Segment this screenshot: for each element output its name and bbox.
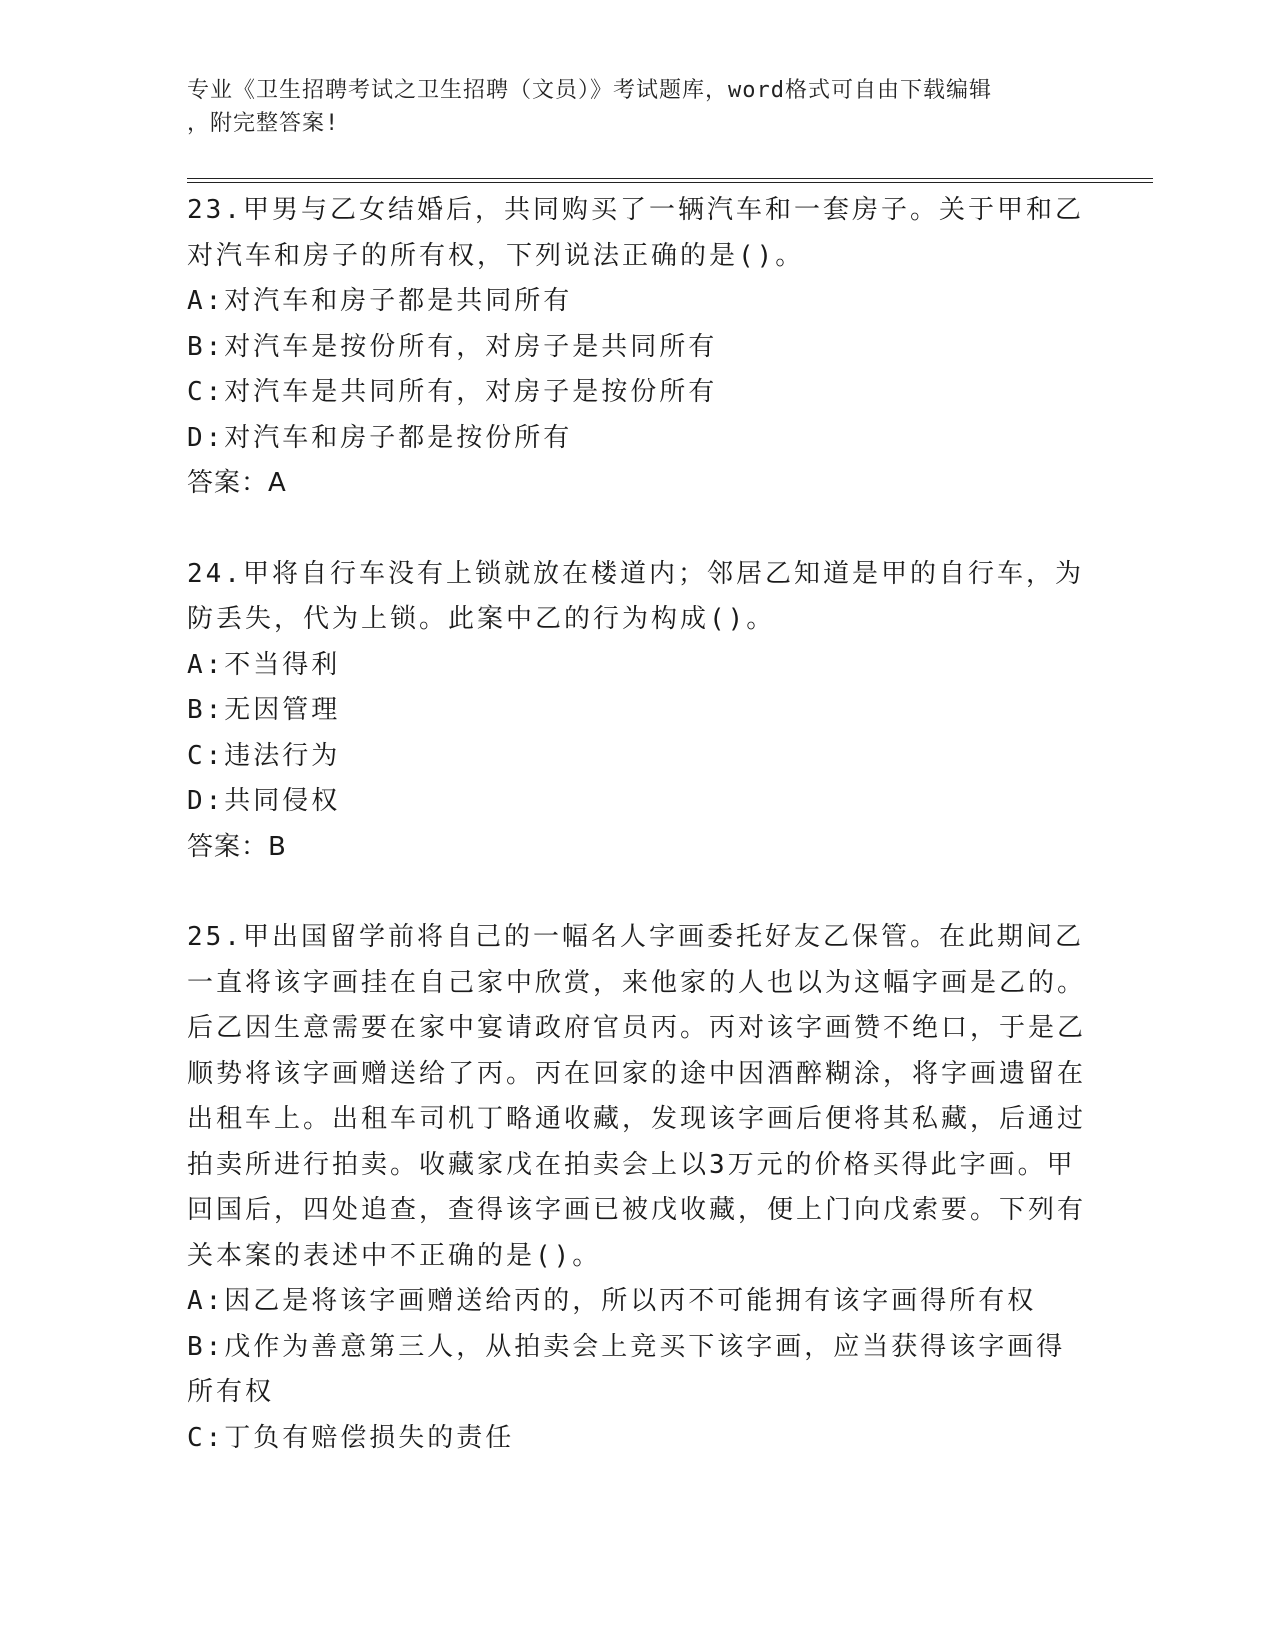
answer-value: B [268, 831, 287, 862]
question-spacer [187, 870, 1087, 915]
option-b: B:对汽车是按份所有，对房子是共同所有 [187, 331, 718, 362]
question-stem: 25.甲出国留学前将自己的一幅名人字画委托好友乙保管。在此期间乙一直将该字画挂在自己家中欣赏，来他家的人也以为这幅字画是乙的。后乙因生意需要在家中宴请政府官员丙。丙对该字画赞不绝口，于是乙顺势将该字画赠送给了丙。丙在回家的途中因酒醉糊涂，将字画遗留在出租车上。出租车司机丁略通收藏，发现该字画后便将其私藏，后通过拍卖所进行拍卖。收藏家戊在拍卖会上以3万元的价格买得此字画。甲回国后，四处追查，查得该字画已被戊收藏，便上门向戊索要。下列有关本案的表述中不正确的是()。 [187, 922, 1087, 1271]
option-b: B:无因管理 [187, 695, 341, 725]
answer-label: 答案： [187, 831, 269, 862]
option-a: A:对汽车和房子都是共同所有 [187, 286, 573, 316]
question-24 [187, 552, 1087, 871]
option-d: D:对汽车和房子都是按份所有 [187, 422, 573, 453]
option-c: C:对汽车是共同所有，对房子是按份所有 [187, 377, 718, 407]
answer-line [187, 825, 1087, 871]
option-a: A:不当得利 [187, 649, 341, 680]
header-line-1: 专业《卫生招聘考试之卫生招聘（文员）》考试题库，word格式可自由下载编辑 [187, 78, 992, 103]
answer-label: 答案： [187, 468, 269, 498]
header-divider [187, 178, 1153, 183]
option-b: B:戊作为善意第三人，从拍卖会上竞买下该字画，应当获得该字画得所有权 [187, 1331, 1066, 1407]
question-spacer [187, 507, 1087, 552]
option-d: D:共同侵权 [187, 786, 341, 816]
answer-line [187, 461, 1087, 507]
question-stem: 23.甲男与乙女结婚后，共同购买了一辆汽车和一套房子。关于甲和乙对汽车和房子的所有权，下列说法正确的是()。 [187, 195, 1084, 271]
question-23 [187, 188, 1087, 507]
document-header [187, 74, 1067, 140]
option-a: A:因乙是将该字画赠送给丙的，所以丙不可能拥有该字画得所有权 [187, 1286, 1037, 1316]
question-25 [187, 915, 1087, 1461]
answer-value: A [268, 468, 287, 498]
question-stem: 24.甲将自行车没有上锁就放在楼道内；邻居乙知道是甲的自行车，为防丢失，代为上锁。此案中乙的行为构成()。 [187, 558, 1084, 634]
question-list [187, 188, 1087, 1461]
option-c: C:丁负有赔偿损失的责任 [187, 1422, 515, 1453]
option-c: C:违法行为 [187, 740, 341, 771]
header-line-2: ，附完整答案! [187, 111, 340, 136]
